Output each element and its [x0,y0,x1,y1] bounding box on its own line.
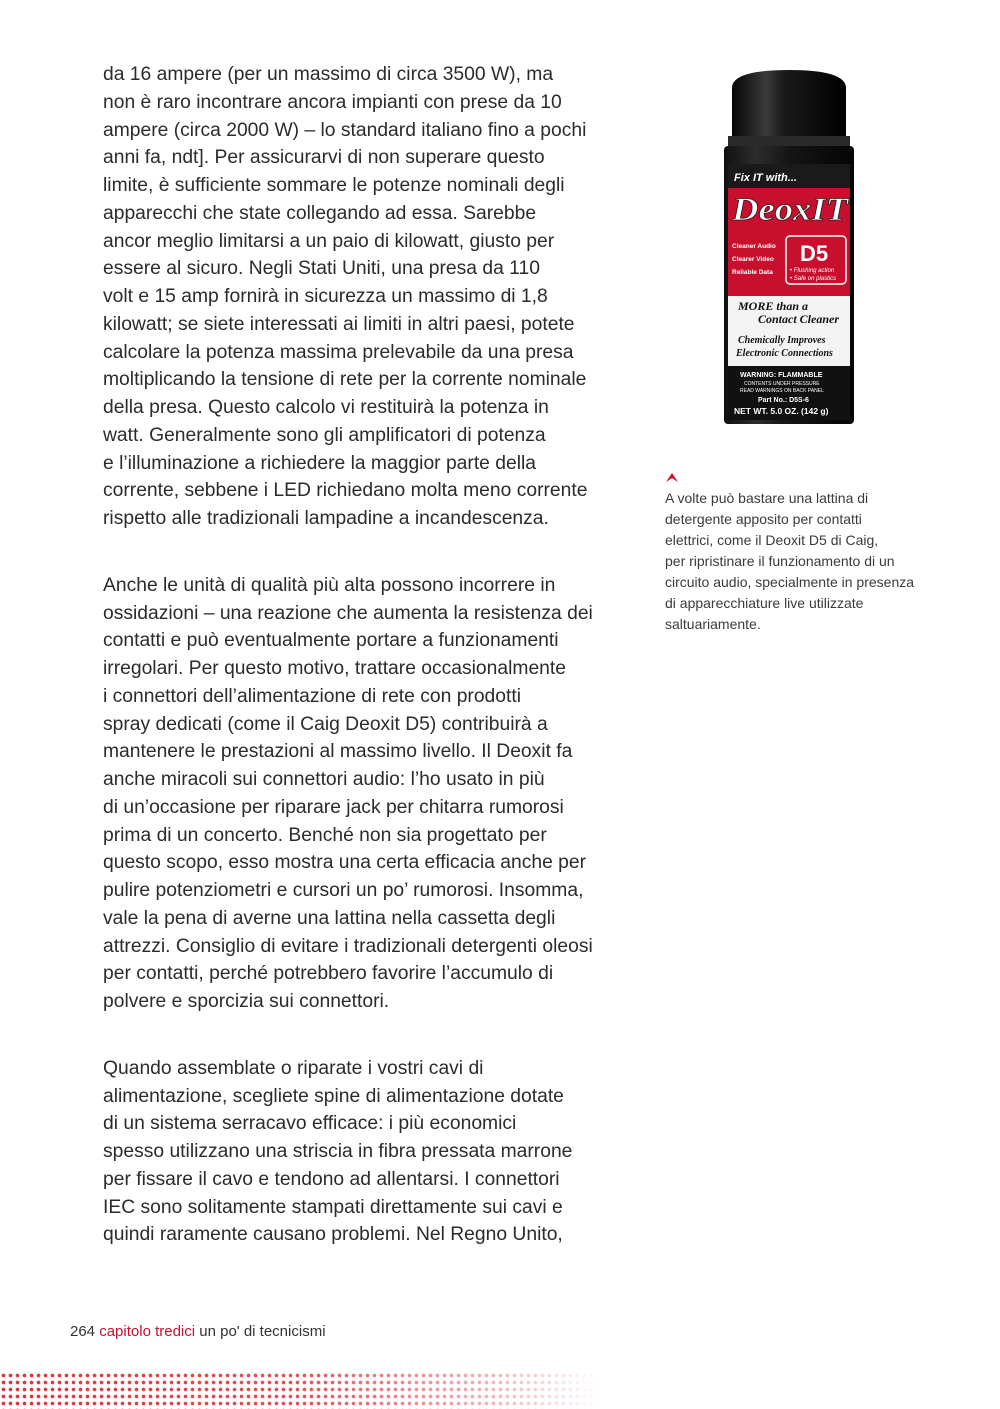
deoxit-can-image [718,68,860,428]
text-line: Quando assemblate o riparate i vostri cavi di [103,1057,484,1079]
svg-text:Cleaner Audio: Cleaner Audio [732,243,776,250]
text-line: vale la pena di averne una lattina nella cassetta degli [103,907,556,929]
paragraph [103,61,613,533]
svg-text:• Safe on plastics: • Safe on plastics [790,276,837,282]
svg-text:Fix IT with...: Fix IT with... [734,172,797,184]
caption-line: circuito audio, specialmente in presenza [665,574,915,590]
text-line: ancor meglio limitarsi a un paio di kilowatt, giusto per [103,230,555,252]
text-line: apparecchi che state collegando ad essa. Sarebbe [103,202,537,224]
text-line: pulire potenziometri e cursori un po’ rumorosi. Insomma, [103,880,584,901]
text-line: polvere e sporcizia sui connettori. [103,991,390,1012]
text-line: irregolari. Per questo motivo, trattare occasionalmente [103,658,566,679]
text-line: limite, è sufficiente sommare le potenze nominali degli [103,175,565,196]
svg-text:WARNING: FLAMMABLE: WARNING: FLAMMABLE [740,372,823,379]
svg-text:Reliable Data: Reliable Data [732,269,773,276]
text-line: per contatti, perché potrebbero favorire l’accumulo di [103,963,554,985]
svg-text:Chemically Improves: Chemically Improves [738,335,826,346]
svg-text:Part No.: D5S-6: Part No.: D5S-6 [758,397,809,404]
section-title: un po' di tecnicismi [199,1323,326,1340]
text-line: ampere (circa 2000 W) – lo standard italiano fino a pochi [103,119,587,141]
text-line: e l’illuminazione a richiedere la maggior parte della [103,452,536,474]
text-line: quindi raramente causano problemi. Nel Regno Unito, [103,1224,563,1246]
can-cap [732,70,846,138]
text-line: watt. Generalmente sono gli amplificatori di potenza [103,424,546,446]
text-line: essere al sicuro. Negli Stati Uniti, una presa da 110 [103,258,540,280]
brand-logo: DeoxIT [730,192,851,228]
svg-text:READ WARNINGS ON BACK PANEL: READ WARNINGS ON BACK PANEL [740,388,824,394]
caption-line: A volte può bastare una lattina di [665,490,869,506]
svg-text:NET WT. 5.0 OZ. (142 g): NET WT. 5.0 OZ. (142 g) [734,406,829,416]
text-line: alimentazione, scegliete spine di alimentazione dotate [103,1085,564,1107]
text-line: contatti e può eventualmente portare a funzionamenti [103,630,559,652]
decorative-dot-band [0,1372,1000,1409]
text-line: per fissare il cavo e tendono ad allentarsi. I connettori [103,1168,560,1190]
text-line: attrezzi. Consiglio di evitare i tradizionali detergenti oleosi [103,935,593,957]
text-line: anche miracoli sui connettori audio: l’ho usato in più [103,769,545,790]
svg-text:D5: D5 [800,241,829,266]
text-line: spesso utilizzano una striscia in fibra pressata marrone [103,1141,573,1162]
svg-text:Electronic Connections: Electronic Connections [736,348,833,359]
text-line: anni fa, ndt]. Per assicurarvi di non superare questo [103,147,545,169]
text-line: questo scopo, esso mostra una certa efficacia anche per [103,852,587,874]
chapter-title: capitolo tredici [99,1323,196,1340]
figure-caption [665,488,915,635]
text-line: moltiplicando la tensione di rete per la corrente nominale [103,369,587,391]
text-line: IEC sono solitamente stampati direttamente sui cavi e [103,1196,563,1218]
text-line: di un’occasione per riparare jack per chitarra rumorosi [103,796,564,818]
text-line: kilowatt; se siete interessati ai limiti in altri paesi, potete [103,313,575,335]
text-line: corrente, sebbene i LED richiedano molta meno corrente [103,480,588,502]
svg-text:CONTENTS UNDER PRESSURE: CONTENTS UNDER PRESSURE [744,381,820,387]
svg-text:MORE than a: MORE than a [738,299,809,313]
main-body-text [103,61,613,1288]
page-footer [70,1323,326,1340]
text-line: di un sistema serracavo efficace: i più economici [103,1113,517,1135]
text-line: rispetto alle tradizionali lampadine a incandescenza. [103,508,549,529]
caption-arrow-icon [665,471,679,483]
text-line: spray dedicati (come il Caig Deoxit D5) contribuirà a [103,713,548,735]
text-line: da 16 ampere (per un massimo di circa 3500 W), ma [103,64,554,85]
text-line: calcolare la potenza massima prelevabile da una presa [103,341,574,363]
text-line: non è raro incontrare ancora impianti con prese da 10 [103,91,562,113]
text-line: prima di un concerto. Benché non sia progettato per [103,824,547,846]
caption-line: per ripristinare il funzionamento di un [665,553,895,569]
paragraph [103,1055,613,1249]
text-line: della presa. Questo calcolo vi restituirà la potenza in [103,397,549,418]
page-number: 264 [70,1323,96,1340]
text-line: i connettori dell’alimentazione di rete con prodotti [103,685,522,707]
caption-line: elettrici, come il Deoxit D5 di Caig, [665,532,879,548]
caption-line: saltuariamente. [665,616,761,632]
text-line: ossidazioni – una reazione che aumenta la resistenza dei [103,602,593,624]
svg-text:Contact Cleaner: Contact Cleaner [758,312,840,326]
text-line: Anche le unità di qualità più alta possono incorrere in [103,574,556,596]
caption-line: detergente apposito per contatti [665,511,862,527]
svg-text:Clearer Video: Clearer Video [732,256,774,263]
paragraph [103,572,613,1016]
text-line: volt e 15 amp fornirà in sicurezza un massimo di 1,8 [103,286,548,307]
svg-text:• Flushing action: • Flushing action [790,268,835,274]
text-line: mantenere le prestazioni al massimo livello. Il Deoxit fa [103,741,573,763]
caption-line: di apparecchiature live utilizzate [665,595,864,611]
